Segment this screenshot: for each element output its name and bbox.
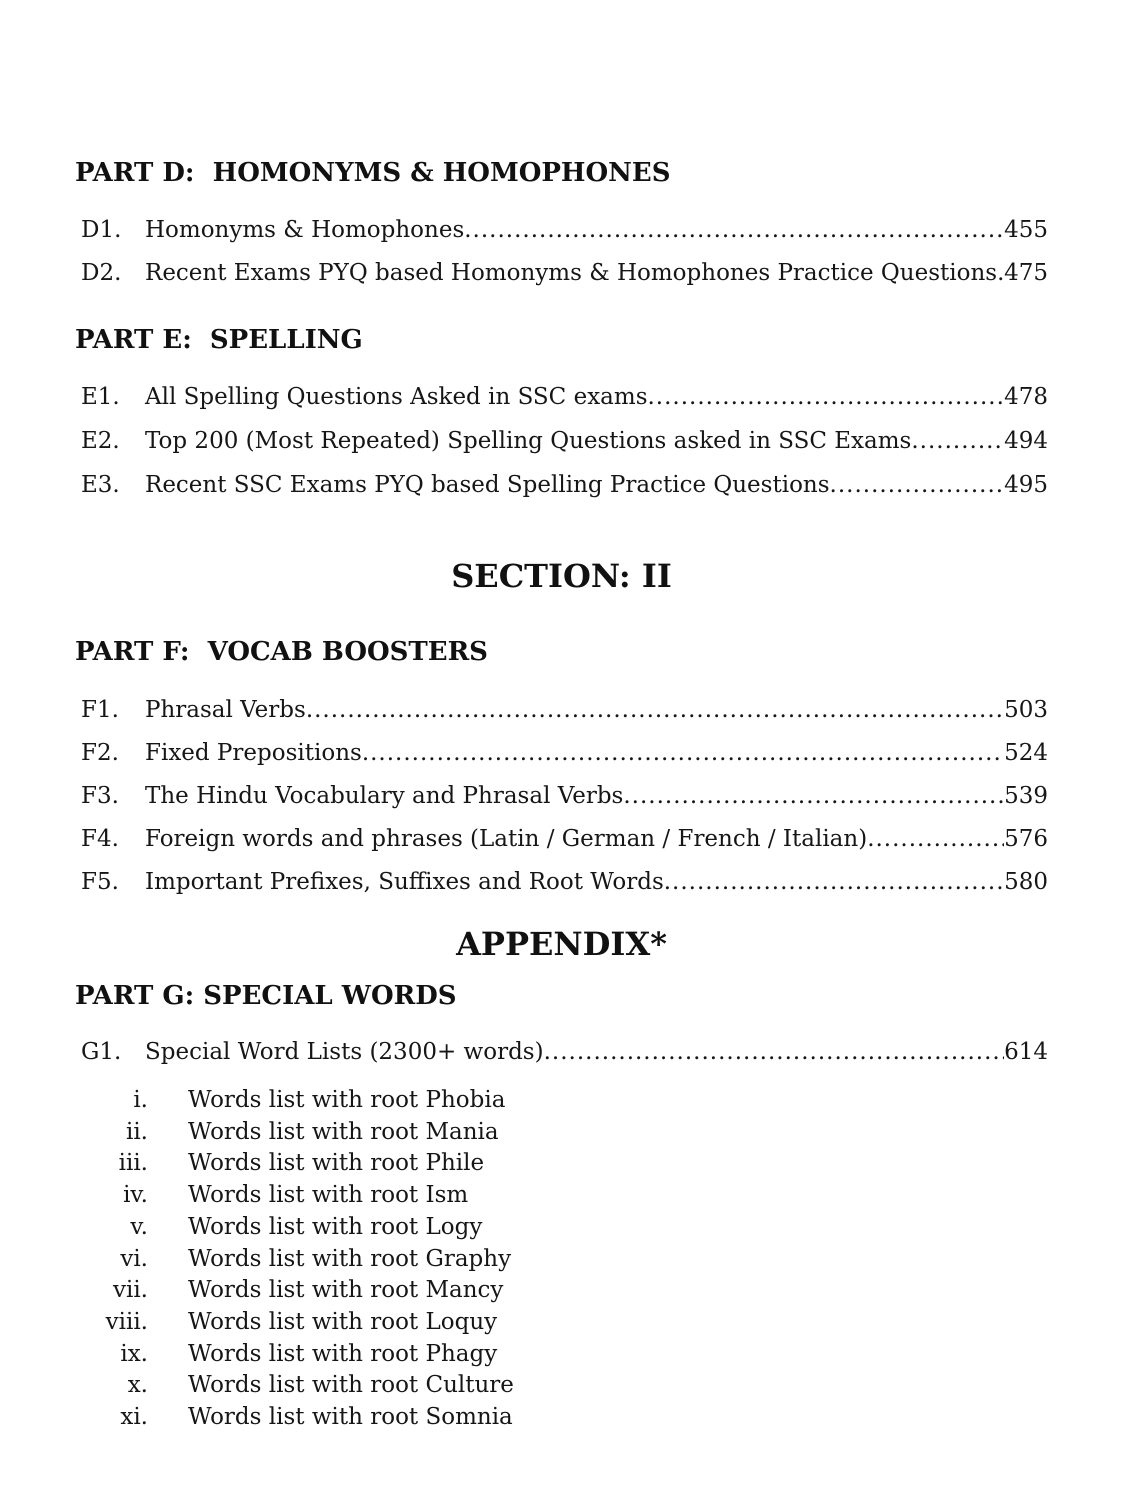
part-e-heading: PART E: SPELLING (75, 325, 363, 355)
roman-item (75, 1085, 1048, 1117)
dot-leader (911, 429, 1004, 453)
entry-page-number: 475 (1004, 260, 1048, 286)
entry-page-number: 524 (1004, 740, 1048, 766)
section-2-heading: SECTION: II (451, 557, 672, 595)
dot-leader (306, 698, 1004, 722)
entry-label: F1. (81, 697, 119, 723)
entry-page-number: 495 (1004, 472, 1048, 498)
entry-title: The Hindu Vocabulary and Phrasal Verbs (145, 783, 624, 809)
entry-label: E3. (81, 472, 120, 498)
dot-leader (997, 261, 1004, 285)
part-g-heading: PART G: SPECIAL WORDS (75, 981, 457, 1011)
entry-label: F3. (81, 783, 119, 809)
entry-label: D2. (81, 260, 122, 286)
roman-numeral: iv. (123, 1182, 148, 1209)
dot-leader (623, 784, 1004, 808)
entry-label: F2. (81, 740, 119, 766)
roman-numeral: vii. (112, 1277, 148, 1304)
toc-entry (75, 698, 1048, 722)
toc-entry (75, 473, 1048, 497)
entry-title: Phrasal Verbs (145, 697, 306, 723)
entry-label: E1. (81, 384, 120, 410)
entry-page-number: 576 (1004, 826, 1048, 852)
roman-numeral: ii. (125, 1118, 148, 1145)
roman-item (75, 1402, 1048, 1434)
roman-title: Words list with root Culture (188, 1372, 514, 1399)
roman-numeral: ix. (120, 1340, 148, 1367)
roman-title: Words list with root Phagy (188, 1340, 498, 1367)
entry-label: F4. (81, 826, 119, 852)
word-root-list (75, 1085, 1048, 1434)
entry-title: Important Prefixes, Suffixes and Root Words (145, 869, 664, 895)
roman-item (75, 1180, 1048, 1212)
toc-entry (75, 784, 1048, 808)
roman-title: Words list with root Graphy (188, 1245, 512, 1272)
toc-entry (75, 870, 1048, 894)
entry-title: Fixed Prepositions (145, 740, 362, 766)
entry-label: G1. (81, 1039, 122, 1065)
dot-leader (544, 1040, 1005, 1064)
roman-item (75, 1307, 1048, 1339)
roman-numeral: iii. (118, 1150, 148, 1177)
toc-entry (75, 261, 1048, 285)
roman-item (75, 1117, 1048, 1149)
entry-title: All Spelling Questions Asked in SSC exams (145, 384, 648, 410)
roman-numeral: i. (133, 1087, 148, 1113)
entry-title: Foreign words and phrases (Latin / German / French / Italian) (145, 826, 868, 852)
entry-title: Recent Exams PYQ based Homonyms & Homophones Practice Questions (145, 260, 998, 286)
toc-entry (75, 827, 1048, 851)
appendix-heading: APPENDIX* (456, 925, 667, 963)
entry-label: D1. (81, 217, 122, 243)
roman-title: Words list with root Mania (188, 1118, 499, 1145)
entry-label: E2. (81, 428, 120, 454)
roman-numeral: xi. (120, 1404, 148, 1431)
toc-entry (75, 741, 1048, 765)
entry-label: F5. (81, 869, 119, 895)
entry-title: Top 200 (Most Repeated) Spelling Questions asked in SSC Exams (145, 428, 912, 454)
toc-entry (75, 218, 1048, 242)
dot-leader (648, 385, 1005, 409)
entry-page-number: 580 (1004, 869, 1048, 895)
roman-title: Words list with root Mancy (188, 1277, 504, 1304)
dot-leader (664, 870, 1004, 894)
roman-title: Words list with root Phile (188, 1150, 485, 1177)
roman-title: Words list with root Somnia (188, 1404, 513, 1431)
roman-item (75, 1244, 1048, 1276)
dot-leader (464, 218, 1004, 242)
roman-title: Words list with root Logy (188, 1213, 483, 1240)
toc-entry (75, 385, 1048, 409)
entry-page-number: 455 (1004, 217, 1048, 243)
roman-item (75, 1275, 1048, 1307)
roman-title: Words list with root Phobia (188, 1087, 506, 1113)
entry-page-number: 539 (1004, 783, 1048, 809)
roman-title: Words list with root Ism (188, 1182, 469, 1209)
roman-item (75, 1370, 1048, 1402)
entry-title: Homonyms & Homophones (145, 217, 465, 243)
entry-page-number: 494 (1004, 428, 1048, 454)
roman-numeral: x. (127, 1372, 148, 1399)
roman-numeral: v. (130, 1213, 148, 1240)
dot-leader (830, 473, 1005, 497)
entry-page-number: 503 (1004, 697, 1048, 723)
entry-title: Special Word Lists (2300+ words) (145, 1039, 544, 1065)
roman-numeral: vi. (120, 1245, 148, 1272)
dot-leader (362, 741, 1004, 765)
entry-title: Recent SSC Exams PYQ based Spelling Practice Questions (145, 472, 830, 498)
dot-leader (867, 827, 1004, 851)
part-f-heading: PART F: VOCAB BOOSTERS (75, 637, 488, 667)
roman-numeral: viii. (105, 1308, 148, 1335)
entry-page-number: 478 (1004, 384, 1048, 410)
roman-title: Words list with root Loquy (188, 1308, 498, 1335)
part-d-heading: PART D: HOMONYMS & HOMOPHONES (75, 158, 671, 188)
toc-entry (75, 429, 1048, 453)
entry-page-number: 614 (1004, 1039, 1048, 1065)
roman-item (75, 1148, 1048, 1180)
toc-entry (75, 1040, 1048, 1064)
roman-item (75, 1212, 1048, 1244)
roman-item (75, 1339, 1048, 1371)
